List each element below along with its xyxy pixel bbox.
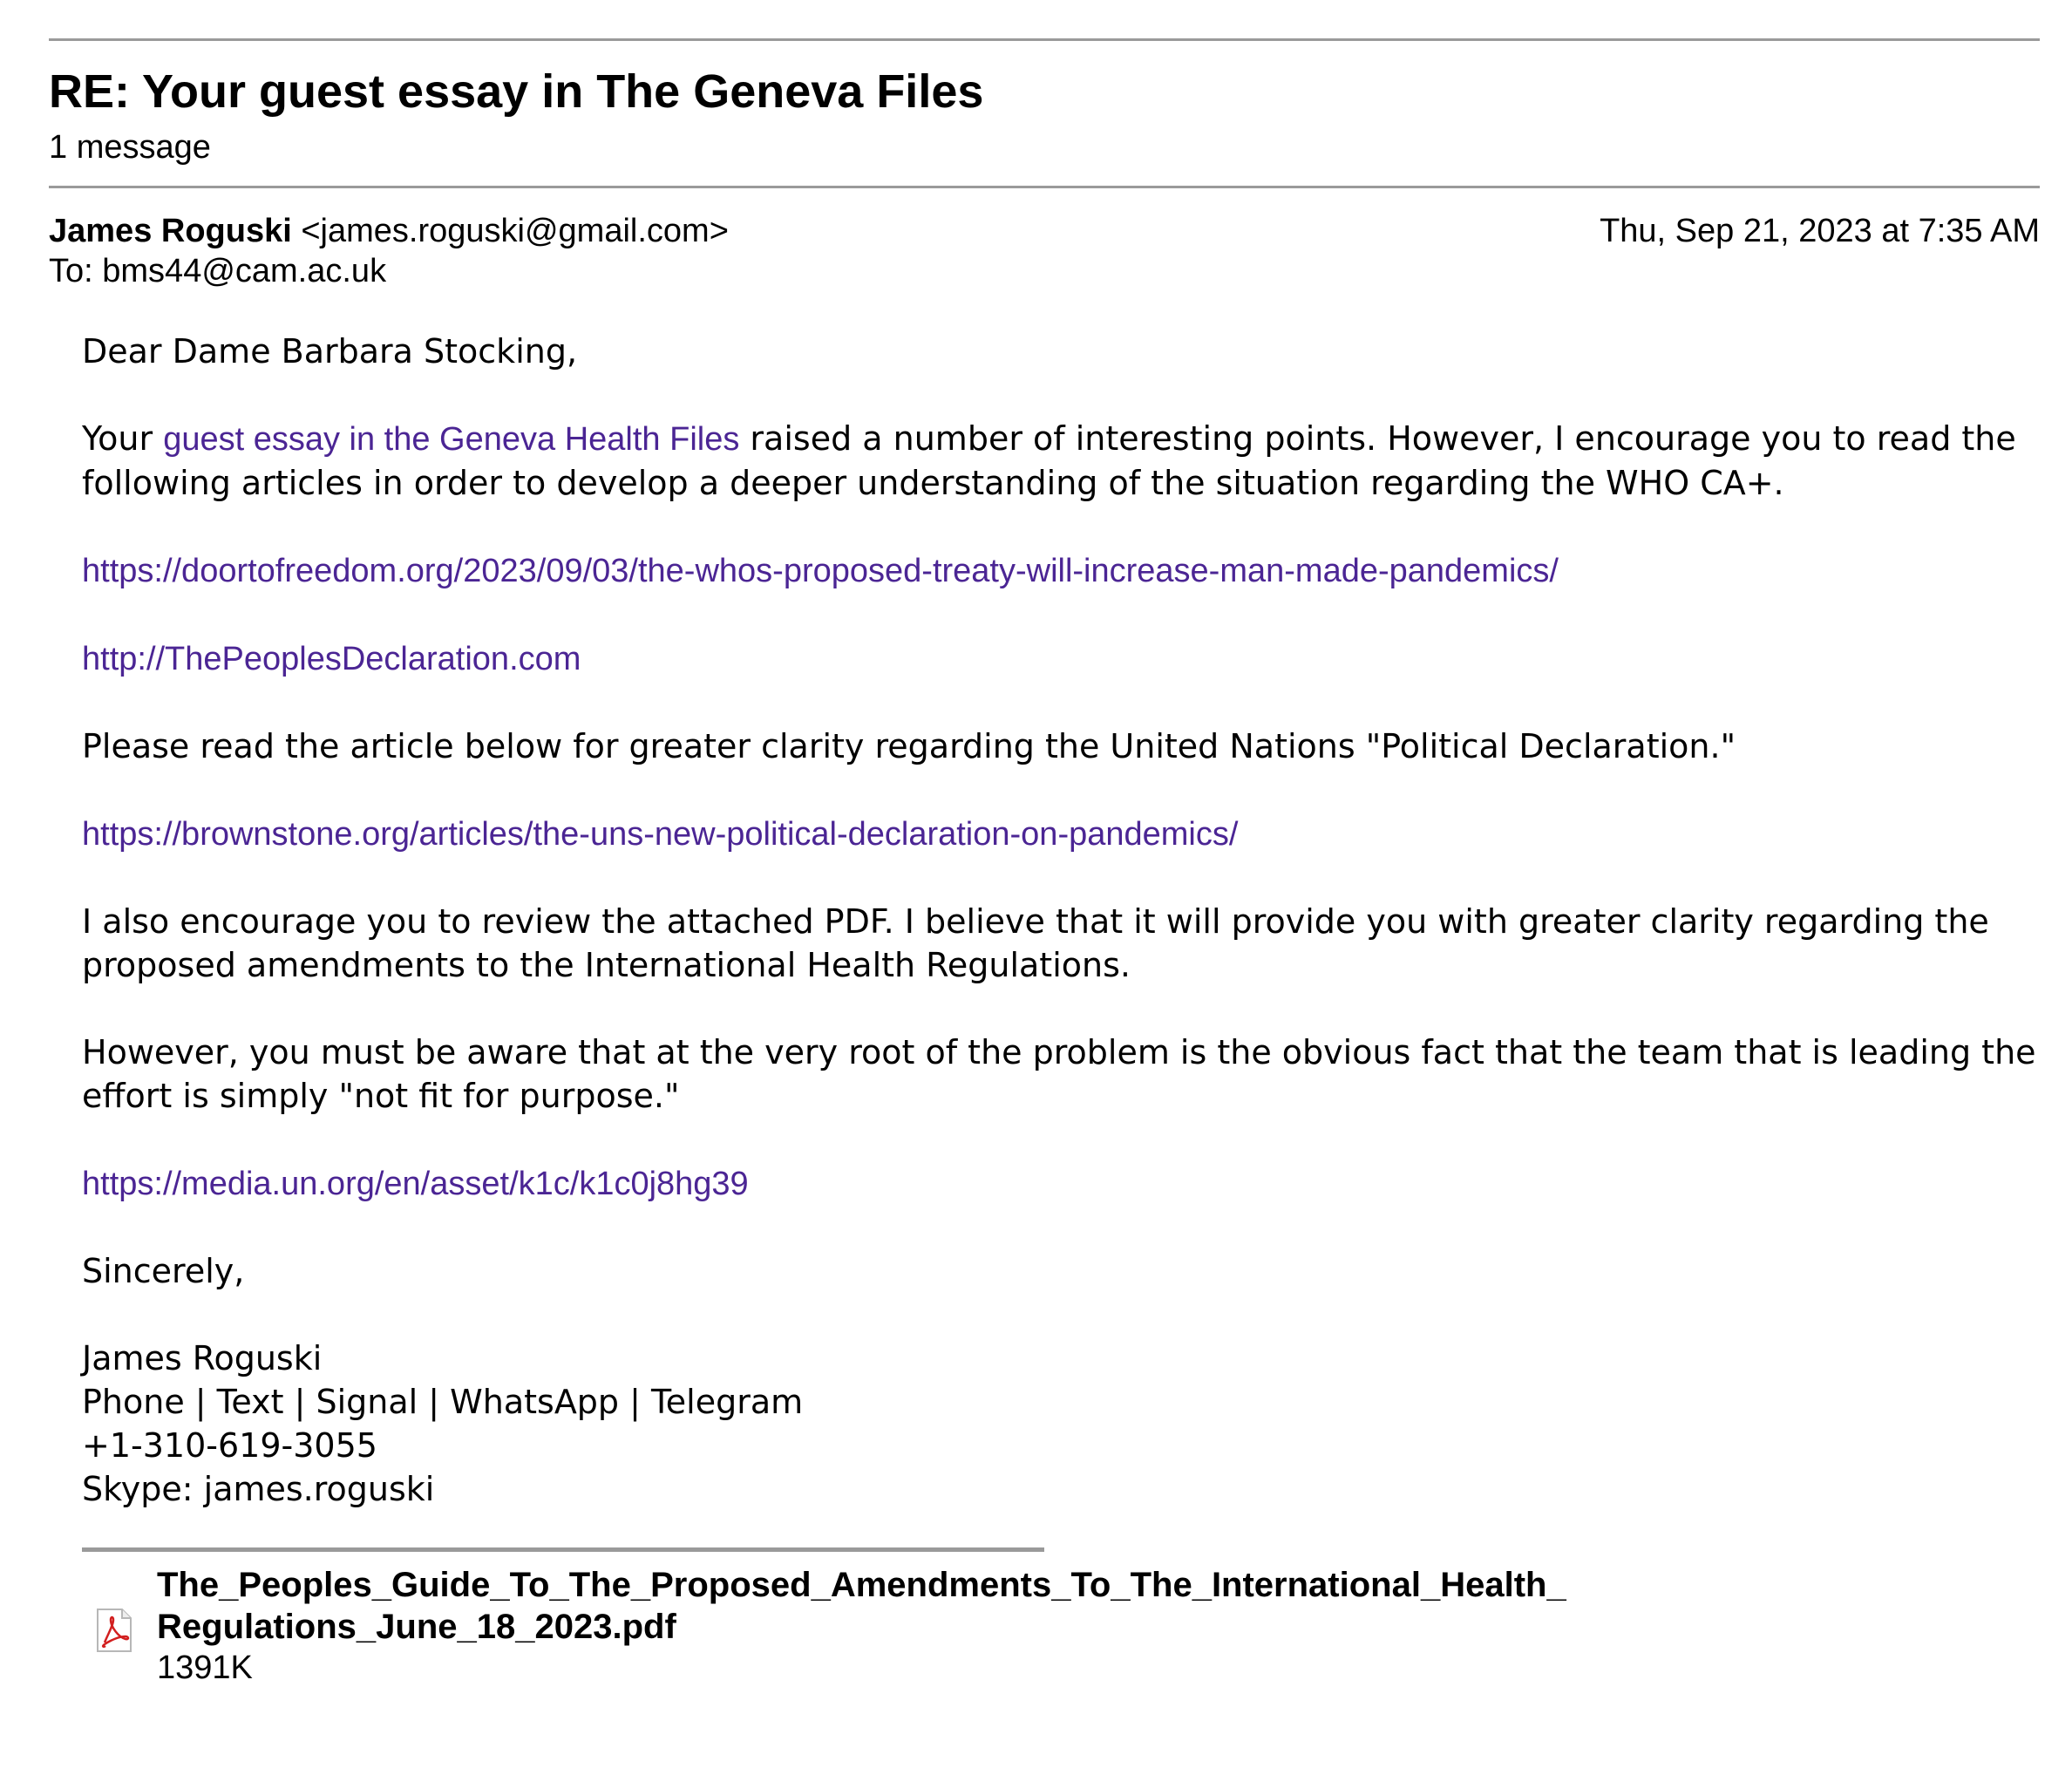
attachment-filename[interactable] [157, 1564, 1621, 1648]
link-paragraph-1 [82, 548, 2043, 593]
attachment-filename-line-1: The_Peoples_Guide_To_The_Proposed_Amendments_To_The_International_Health_ [157, 1566, 1566, 1604]
attachment[interactable] [82, 1564, 2043, 1688]
body-paragraph-3: I also encourage you to review the attached PDF. I believe that it will provide you with greater clarity regarding the proposed amendments to the International Health Regulations. [82, 902, 1989, 984]
to-label: To: [49, 253, 93, 289]
attachment-divider [82, 1547, 1044, 1552]
email-page [49, 38, 2040, 1688]
p1-suffix: raised a number of interesting points. However, I encourage you to read the following articles in order to develop a deeper understanding of the situation regarding the WHO CA+. [82, 419, 2016, 502]
signature-name: James Roguski [82, 1339, 323, 1377]
email-subject: RE: Your guest essay in The Geneva Files [49, 65, 984, 118]
peoples-declaration-link[interactable]: http://ThePeoplesDeclaration.com [82, 641, 581, 677]
attachment-details [157, 1564, 1621, 1688]
brownstone-link[interactable]: https://brownstone.org/articles/the-uns-new-political-declaration-on-pandemics/ [82, 816, 1239, 853]
top-divider [49, 38, 2040, 41]
sender-email[interactable]: <james.roguski@gmail.com> [301, 213, 729, 249]
guest-essay-link[interactable]: guest essay in the Geneva Health Files [163, 421, 740, 458]
un-media-link[interactable]: https://media.un.org/en/asset/k1c/k1c0j8hg39 [82, 1166, 749, 1202]
header-divider [49, 186, 2040, 188]
pdf-file-icon [94, 1608, 134, 1653]
signature [82, 1336, 2043, 1511]
link-paragraph-4 [82, 1161, 2043, 1206]
doortofreedom-link[interactable]: https://doortofreedom.org/2023/09/03/the-whos-proposed-treaty-will-increase-man-made-pandemics/ [82, 553, 1559, 589]
body-paragraph-2: Please read the article below for greater clarity regarding the United Nations "Political Declaration." [82, 727, 1736, 765]
sender [49, 211, 729, 251]
message-date: Thu, Sep 21, 2023 at 7:35 AM [1600, 213, 2040, 249]
signature-channels: Phone | Text | Signal | WhatsApp | Telegram [82, 1383, 804, 1421]
signature-skype: Skype: james.roguski [82, 1470, 435, 1508]
signature-phone: +1-310-619-3055 [82, 1426, 377, 1465]
body-paragraph-4: However, you must be aware that at the very root of the problem is the obvious fact that the team that is leading the effort is simply "not fit for purpose." [82, 1033, 2036, 1115]
greeting: Dear Dame Barbara Stocking, [82, 332, 578, 371]
recipient-line [49, 251, 2040, 291]
message-body [82, 330, 2043, 1688]
p1-prefix: Your [82, 419, 164, 458]
message-count: 1 message [49, 129, 211, 166]
body-paragraph-1 [82, 417, 2043, 505]
recipient-address[interactable]: bms44@cam.ac.uk [102, 253, 387, 289]
message-header [49, 211, 2040, 251]
link-paragraph-3 [82, 812, 2043, 856]
closing: Sincerely, [82, 1252, 245, 1290]
attachment-size: 1391K [157, 1649, 253, 1686]
link-paragraph-2 [82, 636, 2043, 681]
sender-name: James Roguski [49, 213, 292, 249]
attachment-filename-line-2: Regulations_June_18_2023.pdf [157, 1608, 676, 1646]
